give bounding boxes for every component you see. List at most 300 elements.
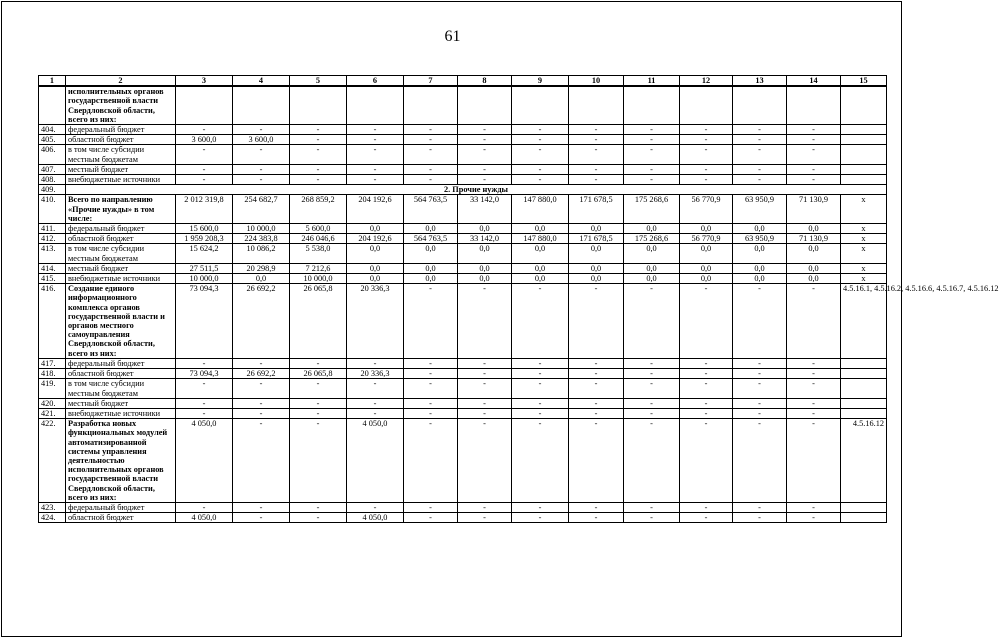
value-cell: -: [404, 379, 458, 398]
value-cell: 564 763,5: [404, 234, 458, 244]
value-cell: 0,0: [233, 274, 290, 284]
row-number: 407.: [39, 164, 66, 174]
row-number: 410.: [39, 195, 66, 224]
value-cell: 3 600,0: [233, 135, 290, 145]
value-cell: -: [176, 408, 233, 418]
value-cell: 0,0: [787, 224, 841, 234]
row-number: 404.: [39, 125, 66, 135]
value-cell: -: [512, 164, 569, 174]
value-cell: -: [624, 513, 680, 523]
value-cell: -: [290, 145, 347, 164]
value-cell: 20 336,3: [347, 369, 404, 379]
value-cell: -: [680, 135, 733, 145]
value-cell: -: [404, 125, 458, 135]
column-header: 6: [347, 76, 404, 87]
column-header: 13: [733, 76, 787, 87]
row-name: областной бюджет: [66, 234, 176, 244]
value-cell: -: [458, 358, 512, 368]
value-cell: -: [404, 175, 458, 185]
value-cell: -: [347, 408, 404, 418]
value-cell: 33 142,0: [458, 234, 512, 244]
reference-cell: х: [841, 274, 887, 284]
section-title: 2. Прочие нужды: [66, 185, 887, 195]
value-cell: -: [458, 175, 512, 185]
value-cell: 0,0: [458, 244, 512, 263]
row-name: федеральный бюджет: [66, 502, 176, 512]
value-cell: -: [512, 145, 569, 164]
table-row: [39, 86, 887, 124]
value-cell: -: [512, 358, 569, 368]
value-cell: -: [290, 175, 347, 185]
value-cell: 147 880,0: [512, 195, 569, 224]
row-number: 409.: [39, 185, 66, 195]
value-cell: -: [233, 398, 290, 408]
value-cell: 0,0: [787, 244, 841, 263]
row-number: 420.: [39, 398, 66, 408]
value-cell: -: [569, 398, 624, 408]
value-cell: 10 000,0: [290, 274, 347, 284]
value-cell: 268 859,2: [290, 195, 347, 224]
value-cell: 0,0: [680, 224, 733, 234]
reference-cell: х: [841, 224, 887, 234]
value-cell: 0,0: [787, 274, 841, 284]
value-cell: 4 050,0: [176, 513, 233, 523]
row-number: 411.: [39, 224, 66, 234]
value-cell: -: [569, 408, 624, 418]
table-row: [39, 358, 887, 368]
value-cell: -: [233, 379, 290, 398]
value-cell: 20 336,3: [347, 284, 404, 359]
value-cell: 0,0: [404, 263, 458, 273]
value-cell: -: [512, 175, 569, 185]
value-cell: -: [624, 369, 680, 379]
value-cell: -: [624, 408, 680, 418]
row-name: местный бюджет: [66, 398, 176, 408]
value-cell: -: [569, 125, 624, 135]
value-cell: -: [787, 125, 841, 135]
value-cell: [404, 86, 458, 124]
value-cell: -: [512, 379, 569, 398]
value-cell: -: [290, 358, 347, 368]
value-cell: [512, 86, 569, 124]
value-cell: -: [680, 164, 733, 174]
reference-cell: [841, 369, 887, 379]
reference-cell: [841, 398, 887, 408]
value-cell: -: [787, 369, 841, 379]
value-cell: -: [624, 145, 680, 164]
value-cell: -: [680, 513, 733, 523]
value-cell: -: [787, 164, 841, 174]
reference-cell: [841, 513, 887, 523]
row-name: федеральный бюджет: [66, 125, 176, 135]
value-cell: -: [787, 408, 841, 418]
reference-cell: [841, 358, 887, 368]
value-cell: 0,0: [512, 274, 569, 284]
column-header: 2: [66, 76, 176, 87]
value-cell: 63 950,9: [733, 234, 787, 244]
row-name: областной бюджет: [66, 135, 176, 145]
value-cell: [787, 86, 841, 124]
column-header: 3: [176, 76, 233, 87]
table-row: [39, 185, 887, 195]
table-header-row: [39, 76, 887, 87]
value-cell: [347, 86, 404, 124]
row-number: 424.: [39, 513, 66, 523]
row-number: 422.: [39, 419, 66, 503]
value-cell: 564 763,5: [404, 195, 458, 224]
value-cell: 0,0: [347, 244, 404, 263]
value-cell: -: [569, 135, 624, 145]
value-cell: -: [404, 502, 458, 512]
value-cell: -: [733, 513, 787, 523]
value-cell: 0,0: [787, 263, 841, 273]
reference-cell: [841, 125, 887, 135]
value-cell: -: [787, 135, 841, 145]
value-cell: -: [512, 502, 569, 512]
reference-cell: [841, 164, 887, 174]
value-cell: 171 678,5: [569, 195, 624, 224]
column-header: 7: [404, 76, 458, 87]
value-cell: -: [680, 358, 733, 368]
reference-cell: х: [841, 234, 887, 244]
row-number: [39, 86, 66, 124]
table-row: [39, 175, 887, 185]
value-cell: -: [569, 419, 624, 503]
value-cell: -: [233, 419, 290, 503]
value-cell: 0,0: [733, 244, 787, 263]
value-cell: -: [624, 379, 680, 398]
value-cell: 224 383,8: [233, 234, 290, 244]
value-cell: 254 682,7: [233, 195, 290, 224]
row-name: федеральный бюджет: [66, 358, 176, 368]
page-number: 61: [444, 28, 461, 45]
value-cell: -: [624, 175, 680, 185]
column-header: 8: [458, 76, 512, 87]
row-number: 414.: [39, 263, 66, 273]
value-cell: -: [512, 284, 569, 359]
value-cell: -: [624, 164, 680, 174]
value-cell: 0,0: [512, 263, 569, 273]
table-row: [39, 398, 887, 408]
value-cell: -: [680, 125, 733, 135]
value-cell: 0,0: [680, 244, 733, 263]
value-cell: 5 600,0: [290, 224, 347, 234]
reference-cell: х: [841, 195, 887, 224]
value-cell: -: [458, 419, 512, 503]
value-cell: -: [733, 358, 787, 368]
row-number: 416.: [39, 284, 66, 359]
value-cell: -: [290, 379, 347, 398]
row-number: 421.: [39, 408, 66, 418]
value-cell: -: [458, 408, 512, 418]
value-cell: -: [233, 164, 290, 174]
value-cell: 0,0: [458, 224, 512, 234]
value-cell: -: [733, 419, 787, 503]
value-cell: 4 050,0: [347, 513, 404, 523]
row-name: исполнительных органов государственной власти Свердловской области, всего из них:: [66, 86, 176, 124]
value-cell: 0,0: [458, 274, 512, 284]
value-cell: -: [733, 284, 787, 359]
row-number: 415.: [39, 274, 66, 284]
value-cell: -: [404, 284, 458, 359]
value-cell: -: [512, 135, 569, 145]
value-cell: 7 212,6: [290, 263, 347, 273]
row-number: 419.: [39, 379, 66, 398]
value-cell: 0,0: [680, 263, 733, 273]
table-row: [39, 369, 887, 379]
row-name: внебюджетные источники: [66, 408, 176, 418]
value-cell: -: [290, 135, 347, 145]
value-cell: -: [733, 502, 787, 512]
column-header: 11: [624, 76, 680, 87]
value-cell: -: [290, 408, 347, 418]
value-cell: -: [569, 379, 624, 398]
value-cell: -: [680, 398, 733, 408]
value-cell: [569, 86, 624, 124]
row-name: областной бюджет: [66, 369, 176, 379]
value-cell: -: [569, 145, 624, 164]
value-cell: 15 600,0: [176, 224, 233, 234]
value-cell: [624, 86, 680, 124]
table-row: [39, 195, 887, 224]
value-cell: 204 192,6: [347, 195, 404, 224]
value-cell: -: [512, 398, 569, 408]
value-cell: -: [233, 408, 290, 418]
row-name: Разработка новых функциональных модулей автоматизированной системы управления деятельностью исполнительных органов государственной власти Свердловской области, всего из них:: [66, 419, 176, 503]
value-cell: -: [347, 379, 404, 398]
value-cell: 63 950,9: [733, 195, 787, 224]
value-cell: 15 624,2: [176, 244, 233, 263]
value-cell: 0,0: [512, 244, 569, 263]
value-cell: 147 880,0: [512, 234, 569, 244]
table-row: [39, 224, 887, 234]
value-cell: -: [733, 379, 787, 398]
value-cell: 246 046,6: [290, 234, 347, 244]
value-cell: -: [176, 358, 233, 368]
value-cell: -: [233, 125, 290, 135]
value-cell: -: [290, 164, 347, 174]
reference-cell: [841, 175, 887, 185]
value-cell: 71 130,9: [787, 195, 841, 224]
value-cell: -: [512, 513, 569, 523]
table-row: [39, 135, 887, 145]
budget-table: [38, 75, 999, 523]
value-cell: 175 268,6: [624, 195, 680, 224]
table-row: [39, 145, 887, 164]
value-cell: 0,0: [624, 244, 680, 263]
value-cell: 0,0: [347, 224, 404, 234]
value-cell: 10 000,0: [233, 224, 290, 234]
value-cell: 0,0: [733, 224, 787, 234]
value-cell: -: [176, 502, 233, 512]
table-row: [39, 284, 887, 359]
value-cell: -: [733, 408, 787, 418]
table-row: [39, 419, 887, 503]
value-cell: -: [458, 145, 512, 164]
value-cell: 26 692,2: [233, 284, 290, 359]
value-cell: [680, 86, 733, 124]
value-cell: -: [787, 513, 841, 523]
value-cell: 0,0: [404, 244, 458, 263]
value-cell: 26 065,8: [290, 369, 347, 379]
reference-cell: [841, 86, 887, 124]
value-cell: 1 959 208,3: [176, 234, 233, 244]
value-cell: -: [512, 125, 569, 135]
value-cell: -: [733, 175, 787, 185]
column-header: 1: [39, 76, 66, 87]
row-number: 412.: [39, 234, 66, 244]
value-cell: 73 094,3: [176, 369, 233, 379]
column-header: 15: [841, 76, 887, 87]
table-row: [39, 125, 887, 135]
value-cell: -: [624, 419, 680, 503]
value-cell: -: [733, 164, 787, 174]
value-cell: -: [569, 369, 624, 379]
table-row: [39, 408, 887, 418]
value-cell: 0,0: [680, 274, 733, 284]
value-cell: -: [569, 284, 624, 359]
row-number: 417.: [39, 358, 66, 368]
column-header: 10: [569, 76, 624, 87]
value-cell: -: [404, 419, 458, 503]
value-cell: 0,0: [569, 244, 624, 263]
value-cell: 0,0: [569, 274, 624, 284]
reference-cell: [841, 135, 887, 145]
value-cell: 56 770,9: [680, 195, 733, 224]
value-cell: [233, 86, 290, 124]
value-cell: 4 050,0: [347, 419, 404, 503]
value-cell: [290, 86, 347, 124]
row-name: в том числе субсидии местным бюджетам: [66, 145, 176, 164]
value-cell: -: [680, 369, 733, 379]
value-cell: -: [624, 135, 680, 145]
value-cell: -: [458, 379, 512, 398]
value-cell: -: [458, 284, 512, 359]
value-cell: -: [624, 502, 680, 512]
row-name: федеральный бюджет: [66, 224, 176, 234]
value-cell: -: [176, 145, 233, 164]
value-cell: -: [787, 502, 841, 512]
value-cell: -: [787, 175, 841, 185]
row-number: 405.: [39, 135, 66, 145]
value-cell: -: [233, 502, 290, 512]
value-cell: -: [290, 513, 347, 523]
value-cell: -: [569, 513, 624, 523]
column-header: 12: [680, 76, 733, 87]
value-cell: 0,0: [458, 263, 512, 273]
reference-cell: [841, 408, 887, 418]
value-cell: -: [512, 408, 569, 418]
value-cell: 0,0: [404, 224, 458, 234]
value-cell: -: [624, 398, 680, 408]
value-cell: 175 268,6: [624, 234, 680, 244]
value-cell: 56 770,9: [680, 234, 733, 244]
table-row: [39, 244, 887, 263]
row-name: Всего по направлению «Прочие нужды» в том числе:: [66, 195, 176, 224]
value-cell: -: [680, 145, 733, 164]
value-cell: 4 050,0: [176, 419, 233, 503]
value-cell: -: [624, 284, 680, 359]
value-cell: -: [347, 358, 404, 368]
value-cell: -: [404, 164, 458, 174]
value-cell: -: [624, 358, 680, 368]
row-name: внебюджетные источники: [66, 175, 176, 185]
value-cell: 0,0: [624, 274, 680, 284]
value-cell: -: [569, 164, 624, 174]
value-cell: -: [404, 398, 458, 408]
value-cell: -: [569, 502, 624, 512]
value-cell: 5 538,0: [290, 244, 347, 263]
value-cell: -: [733, 125, 787, 135]
row-number: 413.: [39, 244, 66, 263]
value-cell: -: [404, 408, 458, 418]
reference-cell: [841, 145, 887, 164]
value-cell: -: [347, 164, 404, 174]
table-row: [39, 263, 887, 273]
row-number: 408.: [39, 175, 66, 185]
value-cell: -: [347, 502, 404, 512]
value-cell: 0,0: [569, 263, 624, 273]
value-cell: 73 094,3: [176, 284, 233, 359]
row-name: в том числе субсидии местным бюджетам: [66, 244, 176, 263]
value-cell: -: [176, 125, 233, 135]
value-cell: -: [733, 135, 787, 145]
value-cell: 171 678,5: [569, 234, 624, 244]
value-cell: -: [347, 398, 404, 408]
value-cell: 0,0: [733, 274, 787, 284]
reference-cell: [841, 379, 887, 398]
value-cell: -: [347, 125, 404, 135]
value-cell: -: [458, 125, 512, 135]
value-cell: -: [787, 398, 841, 408]
value-cell: -: [733, 398, 787, 408]
reference-cell: [841, 502, 887, 512]
value-cell: -: [624, 125, 680, 135]
value-cell: -: [176, 398, 233, 408]
value-cell: -: [512, 369, 569, 379]
row-name: областной бюджет: [66, 513, 176, 523]
value-cell: -: [290, 502, 347, 512]
value-cell: -: [787, 358, 841, 368]
row-name: Создание единого информационного комплекса органов государственной власти и органов местного самоуправления Свердловской области, всего из них:: [66, 284, 176, 359]
value-cell: -: [512, 419, 569, 503]
row-name: местный бюджет: [66, 164, 176, 174]
column-header: 5: [290, 76, 347, 87]
value-cell: -: [569, 175, 624, 185]
value-cell: -: [404, 369, 458, 379]
reference-cell: х: [841, 263, 887, 273]
row-name: местный бюджет: [66, 263, 176, 273]
value-cell: -: [569, 358, 624, 368]
value-cell: -: [458, 164, 512, 174]
value-cell: 27 511,5: [176, 263, 233, 273]
value-cell: -: [458, 135, 512, 145]
value-cell: -: [680, 502, 733, 512]
reference-cell: 4.5.16.1, 4.5.16.2, 4.5.16.6, 4.5.16.7, 4.5.16.12: [841, 284, 887, 359]
row-name: в том числе субсидии местным бюджетам: [66, 379, 176, 398]
table-row: [39, 274, 887, 284]
table-row: [39, 379, 887, 398]
value-cell: -: [680, 408, 733, 418]
value-cell: -: [233, 145, 290, 164]
value-cell: -: [680, 379, 733, 398]
value-cell: -: [458, 513, 512, 523]
value-cell: 0,0: [624, 263, 680, 273]
value-cell: 2 012 319,8: [176, 195, 233, 224]
value-cell: -: [733, 369, 787, 379]
column-header: 14: [787, 76, 841, 87]
value-cell: 33 142,0: [458, 195, 512, 224]
